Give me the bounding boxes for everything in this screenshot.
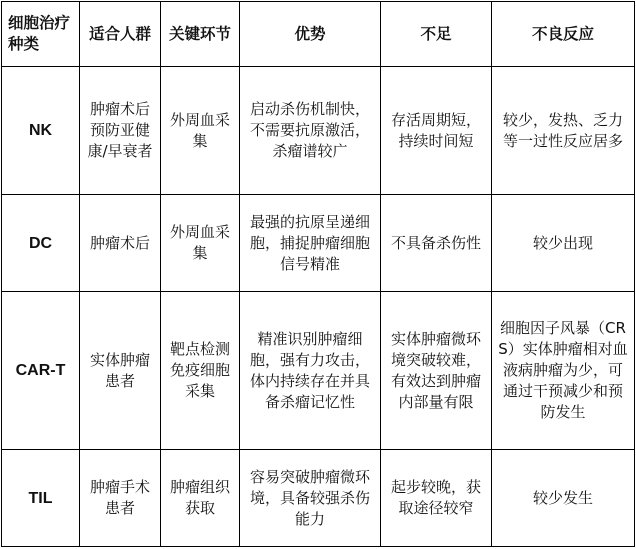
header-population: 适合人群 bbox=[80, 2, 161, 67]
cell-population: 肿瘤术后预防亚健康/早衰者 bbox=[80, 67, 161, 195]
cell-adverse: 较少出现 bbox=[492, 195, 635, 292]
table-row bbox=[2, 67, 635, 195]
table-row bbox=[2, 195, 635, 292]
cell-adverse: 较少发生 bbox=[492, 450, 635, 547]
header-adverse: 不良反应 bbox=[492, 2, 635, 67]
header-type: 细胞治疗种类 bbox=[2, 2, 80, 67]
cell-population: 实体肿瘤患者 bbox=[80, 292, 161, 450]
cell-population: 肿瘤手术患者 bbox=[80, 450, 161, 547]
cell-advantages: 启动杀伤机制快，不需要抗原激活，杀瘤谱较广 bbox=[240, 67, 381, 195]
cell-therapy-comparison-table bbox=[1, 1, 635, 547]
cell-advantages: 精准识别肿瘤细胞，强有力攻击，体内持续存在并具备杀瘤记忆性 bbox=[240, 292, 381, 450]
header-advantages: 优势 bbox=[240, 2, 381, 67]
cell-adverse: 较少，发热、乏力等一过性反应居多 bbox=[492, 67, 635, 195]
cell-shortcomings: 实体肿瘤微环境突破较难，有效达到肿瘤内部量有限 bbox=[381, 292, 492, 450]
table-wrapper bbox=[1, 1, 635, 547]
cell-key-step: 外周血采集 bbox=[161, 67, 240, 195]
cell-shortcomings: 不具备杀伤性 bbox=[381, 195, 492, 292]
header-shortcomings: 不足 bbox=[381, 2, 492, 67]
cell-shortcomings: 起步较晚，获取途径较窄 bbox=[381, 450, 492, 547]
cell-type: DC bbox=[2, 195, 80, 292]
cell-type: NK bbox=[2, 67, 80, 195]
cell-advantages: 最强的抗原呈递细胞，捕捉肿瘤细胞信号精准 bbox=[240, 195, 381, 292]
cell-key-step: 外周血采集 bbox=[161, 195, 240, 292]
cell-advantages: 容易突破肿瘤微环境，具备较强杀伤能力 bbox=[240, 450, 381, 547]
cell-type: TIL bbox=[2, 450, 80, 547]
cell-adverse: 细胞因子风暴（CRS）实体肿瘤相对血液病肿瘤为少，可通过干预减少和预防发生 bbox=[492, 292, 635, 450]
cell-population: 肿瘤术后 bbox=[80, 195, 161, 292]
cell-type: CAR-T bbox=[2, 292, 80, 450]
table-row bbox=[2, 292, 635, 450]
cell-key-step: 靶点检测免疫细胞采集 bbox=[161, 292, 240, 450]
table-row bbox=[2, 450, 635, 547]
cell-key-step: 肿瘤组织获取 bbox=[161, 450, 240, 547]
table-header-row bbox=[2, 2, 635, 67]
cell-shortcomings: 存活周期短，持续时间短 bbox=[381, 67, 492, 195]
header-key-step: 关键环节 bbox=[161, 2, 240, 67]
